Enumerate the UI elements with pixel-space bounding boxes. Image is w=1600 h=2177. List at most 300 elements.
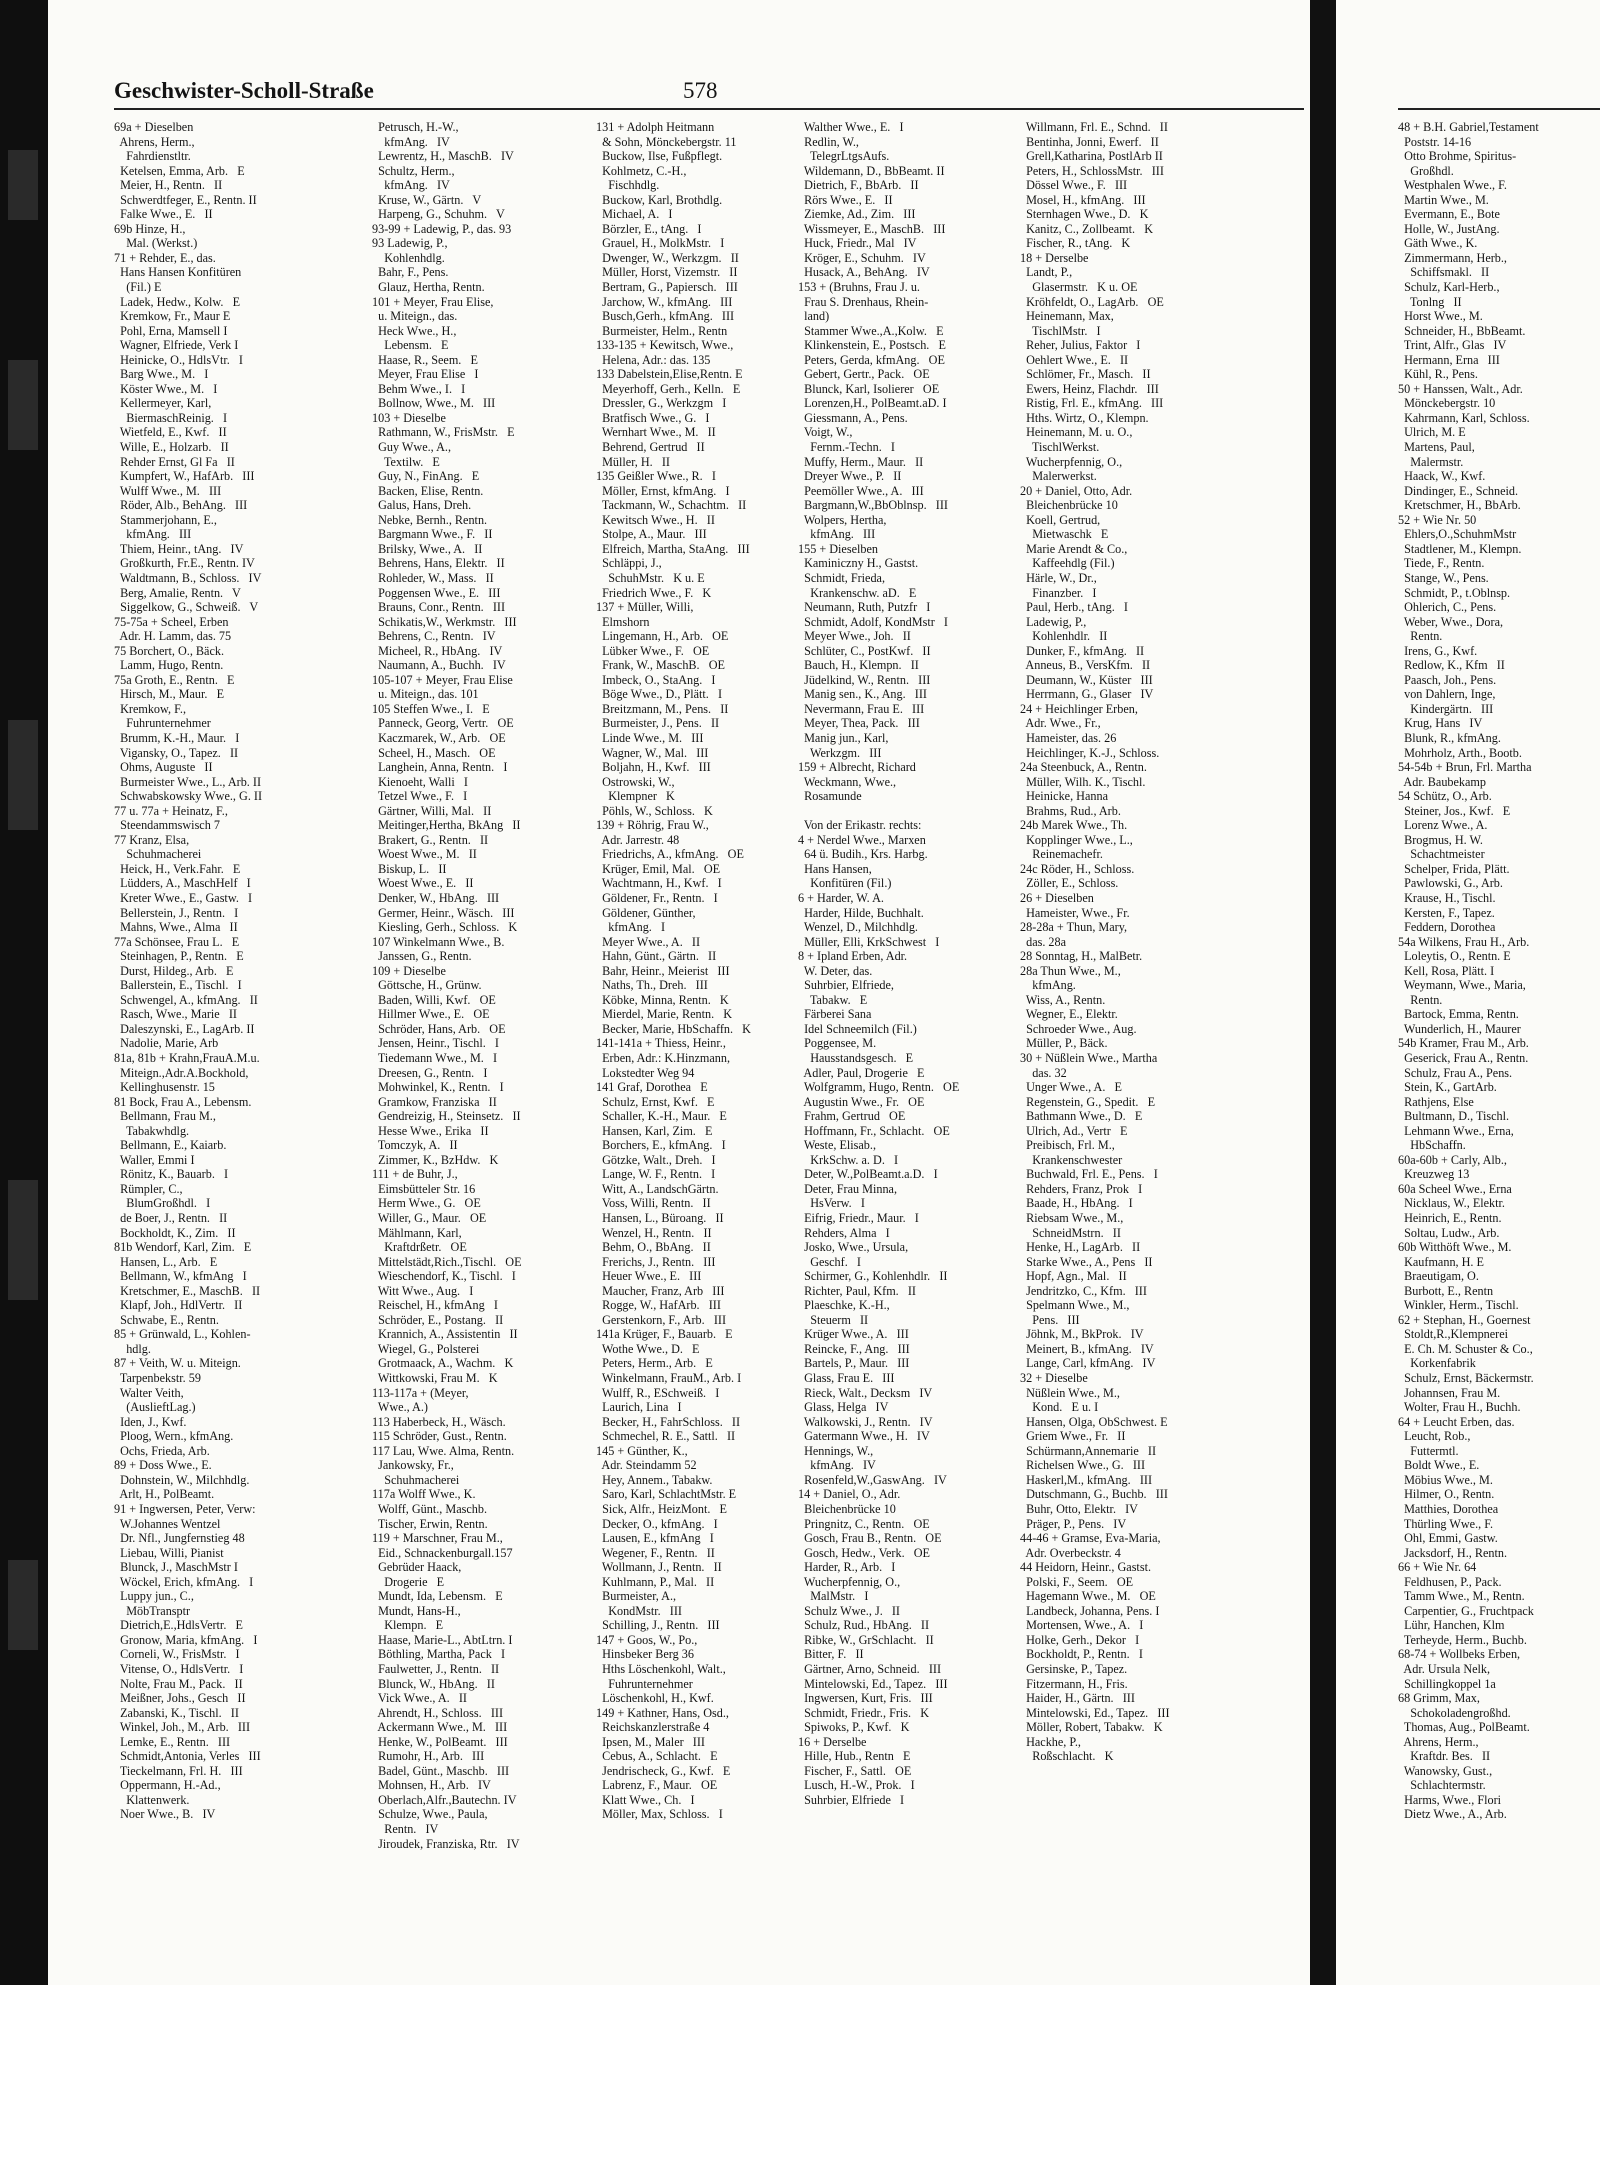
directory-entry-line: Haack, W., Kwf. xyxy=(1398,469,1486,484)
directory-entry-line: Guy Wwe., A., xyxy=(372,440,451,455)
directory-entry-line: Wernhart Wwe., M. II xyxy=(596,425,716,440)
directory-entry-line: Rentn. xyxy=(1398,629,1443,644)
directory-entry-line: Weste, Elisab., xyxy=(798,1138,876,1153)
directory-entry-line: Lewrentz, H., MaschB. IV xyxy=(372,149,514,164)
directory-entry-line: Göldener, Fr., Rentn. I xyxy=(596,890,718,905)
directory-entry-line: von Dahlern, Inge, xyxy=(1398,687,1496,702)
directory-entry-line: Schlachtermstr. xyxy=(1398,1778,1486,1793)
directory-entry-line: Mortensen, Wwe., A. I xyxy=(1020,1618,1144,1633)
directory-entry-line: Micheel, R., HbAng. IV xyxy=(372,643,503,658)
directory-entry-line: Hausstandsgesch. E xyxy=(798,1051,914,1065)
directory-entry-line: Rosenfeld,W.,GaswAng. IV xyxy=(798,1472,947,1487)
directory-entry-line: Walter Veith, xyxy=(114,1385,184,1400)
header-rule xyxy=(114,108,1304,110)
directory-entry-line: Oehlert Wwe., E. II xyxy=(1020,352,1129,367)
directory-entry-line: Jiroudek, Franziska, Rtr. IV xyxy=(372,1836,520,1851)
directory-entry-line: Gosch, Hedw., Verk. OE xyxy=(798,1545,931,1560)
directory-entry-line: Glasermstr. K u. OE xyxy=(1020,280,1138,295)
directory-entry-line: 81a, 81b + Krahn,FrauA.M.u. xyxy=(114,1051,260,1065)
directory-entry-line: kfmAng. IV xyxy=(372,134,450,149)
directory-entry-line: Klempn. E xyxy=(372,1618,444,1633)
directory-entry-line: MöbTransptr xyxy=(114,1603,191,1618)
directory-entry-line: kfmAng. IV xyxy=(372,178,450,193)
directory-entry-line: 137 + Müller, Willi, xyxy=(596,600,694,615)
directory-entry-line: 30 + Nüßlein Wwe., Martha xyxy=(1020,1051,1158,1065)
directory-entry-line: (AuslieftLag.) xyxy=(114,1400,196,1415)
directory-entry-line: Brakert, G., Rentn. II xyxy=(372,832,489,847)
directory-entry-line: Kiesling, Gerh., Schloss. K xyxy=(372,920,518,935)
directory-entry-line: Heinrich, E., Rentn. xyxy=(1398,1211,1502,1226)
directory-entry-line: Schulz, Karl-Herb., xyxy=(1398,280,1500,295)
directory-entry-line: Polski, F., Seem. OE xyxy=(1020,1574,1134,1589)
directory-entry-line: SchuhMstr. K u. E xyxy=(596,570,705,585)
directory-entry-line: Baade, H., HbAng. I xyxy=(1020,1196,1133,1211)
directory-entry-line: Mittelstädt,Rich.,Tischl. OE xyxy=(372,1254,522,1269)
directory-entry-line: Fischhdlg. xyxy=(596,178,660,193)
directory-entry-line: Meyerhoff, Gerh., Kelln. E xyxy=(596,381,741,396)
directory-entry-line: Lamm, Hugo, Rentn. xyxy=(114,658,224,673)
directory-entry-line: Behrens, C., Rentn. IV xyxy=(372,629,496,644)
directory-entry-line: Drogerie E xyxy=(372,1574,445,1589)
directory-entry-line: Elfreich, Martha, StaAng. III xyxy=(596,541,750,556)
directory-entry-line: Neumann, Ruth, Putzfr I xyxy=(798,600,931,615)
directory-entry-line: Rieck, Walt., Decksm IV xyxy=(798,1385,933,1400)
directory-entry-line: Idel Schneemilch (Fil.) xyxy=(798,1021,917,1036)
directory-entry-line: 149 + Kathner, Hans, Osd., xyxy=(596,1705,729,1720)
directory-entry-line: Grauel, H., MolkMstr. I xyxy=(596,236,725,251)
directory-entry-line: kfmAng. IV xyxy=(798,1458,876,1473)
directory-entry-line: Krankenschwester xyxy=(1020,1152,1123,1167)
directory-entry-line: Kanitz, C., Zollbeamt. K xyxy=(1020,221,1154,236)
directory-entry-line: Mohrholz, Arth., Bootb. xyxy=(1398,745,1522,760)
directory-entry-line: Kremkow, Fr., Maur E xyxy=(114,309,231,324)
directory-entry-line: Reher, Julius, Faktor I xyxy=(1020,338,1141,353)
directory-entry-line: Schmidt, Frieda, xyxy=(798,570,885,585)
directory-entry-line: Mählmann, Karl, xyxy=(372,1225,462,1240)
directory-entry-line: Kellermeyer, Karl, xyxy=(114,396,212,411)
directory-entry-line: Schlüter, C., PostKwf. II xyxy=(798,643,931,658)
directory-entry-line: Winkler, Herm., Tischl. xyxy=(1398,1298,1519,1313)
directory-entry-line: Gramkow, Franziska II xyxy=(372,1094,497,1109)
directory-entry-line: Busch,Gerh., kfmAng. III xyxy=(596,309,735,324)
directory-entry-line: Deter, W.,PolBeamt.a.D. I xyxy=(798,1167,938,1182)
directory-entry-line: Bartels, P., Maur. III xyxy=(798,1356,910,1371)
directory-entry-line: Jendrischeck, G., Kwf. E xyxy=(596,1763,731,1778)
directory-entry-line: 60b Witthöft Wwe., M. xyxy=(1398,1240,1512,1255)
directory-entry-line: Lüdders, A., MaschHelf I xyxy=(114,876,251,891)
directory-entry-line: & Sohn, Mönckebergstr. 11 xyxy=(596,134,737,149)
directory-entry-line: Kaczmarek, W., Arb. OE xyxy=(372,730,506,745)
directory-entry-line: Denker, W., HbAng. III xyxy=(372,890,500,905)
directory-entry-line: Paasch, Joh., Pens. xyxy=(1398,672,1497,687)
directory-entry-line: Nolte, Frau M., Pack. II xyxy=(114,1676,243,1691)
directory-entry-line: hdlg. xyxy=(114,1341,151,1356)
directory-entry-line: Friedrich Wwe., F. K xyxy=(596,585,712,600)
directory-entry-line: TischlWerkst. xyxy=(1020,440,1100,455)
directory-entry-line: Bleichenbrücke 10 xyxy=(1020,498,1118,513)
directory-entry-line: Stoldt,R.,Klempnerei xyxy=(1398,1327,1509,1342)
directory-entry-line: Tarpenbekstr. 59 xyxy=(114,1371,201,1386)
directory-entry-line: Burbott, E., Rentn xyxy=(1398,1283,1494,1298)
directory-entry-line: Glass, Frau E. III xyxy=(798,1371,895,1386)
directory-entry-line: Fernm.-Techn. I xyxy=(798,440,895,455)
directory-entry-line: Winkel, Joh., M., Arb. III xyxy=(114,1720,251,1735)
directory-entry-line: Gerstenkorn, F., Arb. III xyxy=(596,1312,727,1327)
directory-entry-line: Korkenfabrik xyxy=(1398,1356,1476,1371)
directory-entry-line: Klinkenstein, E., Postsch. E xyxy=(798,338,946,353)
directory-entry-line: Suhrbier, Elfriede I xyxy=(798,1792,905,1807)
directory-entry-line: Kewitsch Wwe., H. II xyxy=(596,512,715,527)
directory-entry-line: 4 + Nerdel Wwe., Marxen xyxy=(798,832,926,847)
directory-entry-line: Voss, Willi, Rentn. II xyxy=(596,1196,711,1211)
directory-entry-line: Steuerm II xyxy=(798,1312,869,1327)
directory-entry-line: Poggensee, M. xyxy=(798,1036,877,1051)
directory-entry-line: Woest Wwe., E. II xyxy=(372,876,474,891)
directory-entry-line: Ahrendt, H., Schloss. III xyxy=(372,1705,504,1720)
directory-entry-line: Landbeck, Johanna, Pens. I xyxy=(1020,1603,1160,1618)
directory-entry-line: Lange, Carl, kfmAng. IV xyxy=(1020,1356,1156,1371)
directory-entry-line: Schillingkoppel 1a xyxy=(1398,1676,1496,1691)
directory-entry-line: Matthies, Dorothea xyxy=(1398,1501,1499,1516)
directory-entry-line: Brumm, K.-H., Maur. I xyxy=(114,730,240,745)
directory-entry-line: Bartock, Emma, Rentn. xyxy=(1398,1007,1519,1022)
directory-entry-line: Scheel, H., Masch. OE xyxy=(372,745,496,760)
directory-entry-line: Kreuzweg 13 xyxy=(1398,1167,1470,1182)
directory-entry-line: Roßschlacht. K xyxy=(1020,1749,1114,1764)
directory-entry-line: 75 Borchert, O., Bäck. xyxy=(114,643,224,658)
directory-entry-line: kfmAng. I xyxy=(596,920,666,935)
directory-entry-line: Plaeschke, K.-H., xyxy=(798,1298,890,1313)
directory-entry-line: 133-135 + Kewitsch, Wwe., xyxy=(596,338,734,353)
directory-entry-line: Schmidt, Friedr., Fris. K xyxy=(798,1705,930,1720)
directory-entry-line: Landt, P., xyxy=(1020,265,1073,280)
directory-entry-line: Walther Wwe., E. I xyxy=(798,120,904,134)
directory-entry-line: Blunck, W., HbAng. II xyxy=(372,1676,495,1691)
directory-entry-line: Gäth Wwe., K. xyxy=(1398,236,1478,251)
directory-entry-line: Bauch, H., Klempn. II xyxy=(798,658,919,673)
directory-entry-line: Ingwersen, Kurt, Fris. III xyxy=(798,1691,933,1706)
directory-entry-line: 81b Wendorf, Karl, Zim. E xyxy=(114,1240,252,1255)
directory-entry-line: Poggensen Wwe., E. III xyxy=(372,585,501,600)
directory-entry-line: Schwabskowsky Wwe., G. II xyxy=(114,789,263,804)
directory-entry-line: Schaller, K.-H., Maur. E xyxy=(596,1109,727,1124)
directory-entry-line: Hirsch, M., Maur. E xyxy=(114,687,225,702)
directory-entry-line: Wegner, E., Elektr. xyxy=(1020,1007,1118,1022)
directory-entry-line: Maucher, Franz, Arb III xyxy=(596,1283,725,1298)
spine-label-block xyxy=(8,360,38,450)
directory-entry-line: Rentn. IV xyxy=(372,1821,439,1836)
directory-entry-line: Steinhagen, P., Rentn. E xyxy=(114,949,244,964)
directory-entry-line: Schwerdtfeger, E., Rentn. II xyxy=(114,192,257,207)
directory-entry-line: Henke, H., LagArb. II xyxy=(1020,1240,1141,1255)
directory-entry-line: Kond. E u. I xyxy=(1020,1400,1099,1415)
directory-entry-line: Giessmann, A., Pens. xyxy=(798,410,908,425)
directory-entry-line: 60a-60b + Carly, Alb., xyxy=(1398,1152,1507,1167)
directory-entry-line: Wunderlich, H., Maurer xyxy=(1398,1021,1521,1036)
directory-entry-line: Leucht, Rob., xyxy=(1398,1429,1471,1444)
directory-entry-line: 69b Hinze, H., xyxy=(114,221,186,236)
directory-entry-line: 131 + Adolph Heitmann xyxy=(596,120,715,134)
directory-entry-line: Blunk, R., kfmAng. xyxy=(1398,730,1501,745)
directory-entry-line: Frank, W., MaschB. OE xyxy=(596,658,725,673)
directory-entry-line: Manig sen., K., Ang. III xyxy=(798,687,927,702)
directory-entry-line: Vigansky, O., Tapez. II xyxy=(114,745,239,760)
directory-entry-line: Klempner K xyxy=(596,789,675,804)
directory-entry-line: Haider, H., Gärtn. III xyxy=(1020,1691,1135,1706)
directory-entry-line: Kopplinger Wwe., L., xyxy=(1020,832,1133,847)
directory-entry-line: Breitzmann, M., Pens. II xyxy=(596,701,729,716)
directory-entry-line: Stammerjohann, E., xyxy=(114,512,217,527)
directory-entry-line: Hoffmann, Fr., Schlacht. OE xyxy=(798,1123,950,1138)
directory-entry-line: Götzke, Walt., Dreh. I xyxy=(596,1152,716,1167)
directory-entry-line: Hackhe, P., xyxy=(1020,1734,1081,1749)
listing-column-facing xyxy=(1398,120,1600,1980)
directory-entry-line: Mundt, Hans-H., xyxy=(372,1603,461,1618)
directory-entry-line: 44-46 + Gramse, Eva-Maria, xyxy=(1020,1531,1161,1546)
directory-entry-line: 101 + Meyer, Frau Elise, xyxy=(372,294,494,309)
directory-entry-line: Brahms, Rud., Arb. xyxy=(1020,803,1121,818)
directory-entry-line: Decker, O., kfmAng. I xyxy=(596,1516,718,1531)
directory-entry-line: Futtermtl. xyxy=(1398,1443,1459,1458)
directory-entry-line: Finanzber. I xyxy=(1020,585,1097,600)
directory-entry-line: Meyer Wwe., Joh. II xyxy=(798,629,911,644)
directory-entry-line: Schmidt, P., t.Oblnsp. xyxy=(1398,585,1511,600)
directory-entry-line: Jöhnk, M., BkProk. IV xyxy=(1020,1327,1144,1342)
directory-entry-line: Mönckebergstr. 10 xyxy=(1398,396,1496,411)
directory-entry-line: 54-54b + Brun, Frl. Martha xyxy=(1398,760,1532,775)
directory-entry-line: Liebau, Willi, Pianist xyxy=(114,1545,224,1560)
directory-entry-line: Reichskanzlerstraße 4 xyxy=(596,1720,710,1735)
directory-entry-line: Schuhmacherei xyxy=(372,1472,460,1487)
directory-entry-line: Labrenz, F., Maur. OE xyxy=(596,1778,718,1793)
directory-entry-line: Lemke, E., Rentn. III xyxy=(114,1734,231,1749)
directory-entry-line: Wille, E., Holzarb. II xyxy=(114,440,229,455)
directory-entry-line: Hths. Wirtz, O., Klempn. xyxy=(1020,410,1149,425)
directory-entry-line: Lübker Wwe., F. OE xyxy=(596,643,710,658)
directory-entry-line: 77 Kranz, Elsa, xyxy=(114,832,190,847)
directory-entry-line: 24 + Heichlinger Erben, xyxy=(1020,701,1138,716)
directory-entry-line: Wenzel, D., Milchhdlg. xyxy=(798,920,918,935)
directory-entry-line: Haskerl,M., kfmAng. III xyxy=(1020,1472,1153,1487)
directory-entry-line: Pöhls, W., Schloss. K xyxy=(596,803,713,818)
directory-entry-line: Hansen, L., Büroang. II xyxy=(596,1211,724,1226)
directory-entry-line: Ribke, W., GrSchlacht. II xyxy=(798,1632,934,1647)
directory-entry-line: u. Miteign., das. xyxy=(372,309,458,324)
directory-entry-line: Meyer Wwe., A. II xyxy=(596,934,701,949)
directory-entry-line: Tamm Wwe., M., Rentn. xyxy=(1398,1589,1525,1604)
directory-entry-line: Ewers, Heinz, Flachdr. III xyxy=(1020,381,1159,396)
directory-entry-line: Bollnow, Wwe., M. III xyxy=(372,396,496,411)
directory-entry-line: Zabanski, K., Tischl. II xyxy=(114,1705,239,1720)
directory-entry-line: Vitense, O., HdlsVertr. I xyxy=(114,1661,244,1676)
directory-entry-line: Rörs Wwe., E. II xyxy=(798,192,893,207)
directory-entry-line: Tonlng II xyxy=(1398,294,1462,309)
directory-entry-line: Hopf, Agn., Mal. II xyxy=(1020,1269,1127,1284)
directory-entry-line: Bellmann, E., Kaiarb. xyxy=(114,1138,227,1153)
directory-entry-line: Tieckelmann, Frl. H. III xyxy=(114,1763,243,1778)
directory-entry-line: Wwe., A.) xyxy=(372,1400,428,1415)
directory-entry-line: Holke, Gerh., Dekor I xyxy=(1020,1632,1140,1647)
directory-entry-line: 119 + Marschner, Frau M., xyxy=(372,1531,503,1546)
directory-entry-line: Hameister, das. 26 xyxy=(1020,730,1117,745)
directory-entry-line: Ehlers,O.,SchuhmMstr xyxy=(1398,527,1517,542)
directory-entry-line: Witt Wwe., Aug. I xyxy=(372,1283,474,1298)
directory-entry-line: Ohl, Emmi, Gastw. xyxy=(1398,1531,1498,1546)
directory-entry-line: Zimmermann, Herb., xyxy=(1398,250,1507,265)
directory-entry-line: Holle, W., JustAng. xyxy=(1398,221,1500,236)
directory-entry-line: de Boer, J., Rentn. II xyxy=(114,1211,228,1226)
directory-entry-line: Preibisch, Frl. M., xyxy=(1020,1138,1115,1153)
directory-entry-line: Jensen, Heinr., Tischl. I xyxy=(372,1036,499,1051)
directory-entry-line: Adr. Overbeckstr. 4 xyxy=(1020,1545,1121,1560)
directory-entry-line: Behrens, Hans, Elektr. II xyxy=(372,556,505,571)
directory-entry-line: Suhrbier, Elfriede, xyxy=(798,978,894,993)
directory-entry-line: Eimsbütteler Str. 16 xyxy=(372,1181,476,1196)
directory-entry-line: Augustin Wwe., Fr. OE xyxy=(798,1094,925,1109)
directory-entry-line: Terheyde, Herm., Buchb. xyxy=(1398,1632,1527,1647)
directory-entry-line: Hinsbeker Berg 36 xyxy=(596,1647,694,1662)
directory-entry-line: Wolter, Frau H., Buchh. xyxy=(1398,1400,1521,1415)
directory-entry-line: Mundt, Ida, Lebensm. E xyxy=(372,1589,503,1604)
directory-entry-line: Dressler, G., Werkzgm I xyxy=(596,396,727,411)
directory-entry-line: Wolpers, Hertha, xyxy=(798,512,887,527)
directory-entry-line: Lusch, H.-W., Prok. I xyxy=(798,1778,915,1793)
directory-entry-line: Harder, Hilde, Buchhalt. xyxy=(798,905,924,920)
directory-entry-line: Gebrüder Haack, xyxy=(372,1560,462,1575)
directory-entry-line: Regenstein, G., Spedit. E xyxy=(1020,1094,1156,1109)
directory-entry-line: Janssen, G., Rentn. xyxy=(372,949,472,964)
directory-entry-line: Lange, W. F., Rentn. I xyxy=(596,1167,716,1182)
directory-entry-line: 54a Wilkens, Frau H., Arb. xyxy=(1398,934,1530,949)
directory-entry-line: Ohms, Auguste II xyxy=(114,760,213,775)
directory-entry-line: Schürmann,Annemarie II xyxy=(1020,1443,1157,1458)
directory-entry-line: Fischer, R., tAng. K xyxy=(1020,236,1131,251)
directory-entry-line: 28a Thun Wwe., M., xyxy=(1020,963,1121,978)
directory-entry-line: Dindinger, E., Schneid. xyxy=(1398,483,1519,498)
scan-margin xyxy=(0,1985,1600,2177)
directory-entry-line: Fuhrunternehmer xyxy=(114,716,211,731)
directory-entry-line: Irens, G., Kwf. xyxy=(1398,643,1478,658)
directory-entry-line: Borchers, E., kfmAng. I xyxy=(596,1138,726,1153)
directory-entry-line: Herrmann, G., Glaser IV xyxy=(1020,687,1154,702)
directory-entry-line: Saro, Karl, SchlachtMstr. E xyxy=(596,1487,737,1502)
directory-entry-line: 159 + Albrecht, Richard xyxy=(798,760,916,775)
directory-entry-line: Wothe Wwe., D. E xyxy=(596,1341,700,1356)
directory-entry-line: Kersten, F., Tapez. xyxy=(1398,905,1495,920)
directory-entry-line: Bellmann, W., kfmAng I xyxy=(114,1269,247,1284)
directory-entry-line: Marie Arendt & Co., xyxy=(1020,541,1128,556)
directory-entry-line: 77a Schönsee, Frau L. E xyxy=(114,934,240,949)
directory-entry-line: Hths Löschenkohl, Walt., xyxy=(596,1661,726,1676)
directory-entry-line: Dietz Wwe., A., Arb. xyxy=(1398,1807,1507,1822)
directory-entry-line: Reischel, H., kfmAng I xyxy=(372,1298,498,1313)
directory-entry-line: Willer, G., Maur. OE xyxy=(372,1211,487,1226)
directory-entry-line: Müller, Wilh. K., Tischl. xyxy=(1020,774,1146,789)
directory-entry-line: Trint, Alfr., Glas IV xyxy=(1398,338,1507,353)
directory-entry-line: Heck Wwe., H., xyxy=(372,323,457,338)
directory-entry-line: Wucherpfennig, O., xyxy=(798,1574,901,1589)
directory-entry-line: Jüdelkind, W., Rentn. III xyxy=(798,672,931,687)
directory-entry-line: Willmann, Frl. E., Schnd. II xyxy=(1020,120,1168,134)
directory-entry-line: Mintelowski, Ed., Tapez. III xyxy=(798,1676,948,1691)
directory-entry-line: Reincke, F., Ang. III xyxy=(798,1341,910,1356)
directory-entry-line: Großkurth, Fr.E., Rentn. IV xyxy=(114,556,255,571)
directory-entry-line: 48 + B.H. Gabriel,Testament xyxy=(1398,120,1539,134)
directory-entry-line: Bellerstein, J., Rentn. I xyxy=(114,905,239,920)
directory-entry-line: Tiede, F., Rentn. xyxy=(1398,556,1485,571)
directory-entry-line: Wagner, W., Mal. III xyxy=(596,745,709,760)
directory-entry-line: Durst, Hildeg., Arb. E xyxy=(114,963,234,978)
directory-entry-line: 77 u. 77a + Heinatz, F., xyxy=(114,803,228,818)
directory-entry-line: Ploog, Wern., kfmAng. xyxy=(114,1429,234,1444)
directory-entry-line: Westphalen Wwe., F. xyxy=(1398,178,1507,193)
directory-entry-line: Wulff, R., ESchweiß. I xyxy=(596,1385,720,1400)
directory-entry-line: Brogmus, H. W. xyxy=(1398,832,1483,847)
directory-entry-line: Elmshorn xyxy=(596,614,650,629)
directory-entry-line: Oberlach,Alfr.,Bautechn. IV xyxy=(372,1792,517,1807)
directory-entry-line: kfmAng. III xyxy=(114,527,192,542)
directory-entry-line: Adr. Steindamm 52 xyxy=(596,1458,697,1473)
directory-entry-line: Panneck, Georg, Vertr. OE xyxy=(372,716,514,731)
directory-entry-line: Daleszynski, E., LagArb. II xyxy=(114,1021,255,1036)
directory-entry-line: 117a Wolff Wwe., K. xyxy=(372,1487,476,1502)
directory-entry-line: Ladek, Hedw., Kolw. E xyxy=(114,294,241,309)
directory-entry-line: Waller, Emmi I xyxy=(114,1152,195,1167)
directory-entry-line: Behm, O., BbAng. II xyxy=(596,1240,711,1255)
directory-entry-line: Otto Brohme, Spiritus- xyxy=(1398,149,1517,164)
directory-entry-line: Wolff, Günt., Maschb. xyxy=(372,1501,488,1516)
directory-entry-line: land) xyxy=(798,309,830,324)
directory-entry-line: Tabakw. E xyxy=(798,992,868,1007)
directory-entry-line: Wildemann, D., BbBeamt. II xyxy=(798,163,945,178)
directory-entry-line: Kröger, E., Schuhm. IV xyxy=(798,250,926,265)
directory-entry-line: Burmeister, A., xyxy=(596,1589,677,1604)
directory-entry-line: Langhein, Anna, Rentn. I xyxy=(372,760,508,775)
directory-entry-line: Schröder, Hans, Arb. OE xyxy=(372,1021,506,1036)
directory-entry-line: Imbeck, O., StaAng. I xyxy=(596,672,716,687)
directory-entry-line: Schulz, Ernst, Kwf. E xyxy=(596,1094,715,1109)
directory-entry-line: Hille, Hub., Rentn E xyxy=(798,1749,911,1764)
directory-entry-line: Poststr. 14-16 xyxy=(1398,134,1472,149)
directory-entry-line: HbSchaffn. xyxy=(1398,1138,1466,1153)
directory-entry-line: Ladewig, P., xyxy=(1020,614,1087,629)
directory-entry-line: Kumpfert, W., HafArb. III xyxy=(114,469,255,484)
directory-entry-line: Lebensm. E xyxy=(372,338,449,353)
directory-entry-line: Schirmer, G., Kohlenhdlr. II xyxy=(798,1269,948,1284)
directory-entry-line: Tabakwhdlg. xyxy=(114,1123,190,1138)
directory-entry-line: Hameister, Wwe., Fr. xyxy=(1020,905,1130,920)
listing-column-5 xyxy=(1020,120,1260,1980)
directory-entry-line: Pawlowski, G., Arb. xyxy=(1398,876,1503,891)
directory-entry-line: 6 + Harder, W. A. xyxy=(798,890,884,905)
directory-entry-line: Adr. Ursula Nelk, xyxy=(1398,1661,1491,1676)
directory-entry-line: Weber, Wwe., Dora, xyxy=(1398,614,1504,629)
directory-entry-line: Adr. Baubekamp xyxy=(1398,774,1487,789)
directory-entry-line: Adr. Jarrestr. 48 xyxy=(596,832,680,847)
directory-entry-line: Schneider, H., BbBeamt. xyxy=(1398,323,1526,338)
directory-entry-line: Falke Wwe., E. II xyxy=(114,207,213,222)
directory-entry-line: Mahns, Wwe., Alma II xyxy=(114,920,238,935)
directory-entry-line: Schwabe, E., Rentn. xyxy=(114,1312,219,1327)
directory-entry-line: u. Miteign., das. 101 xyxy=(372,687,479,702)
directory-entry-line: Michael, A. I xyxy=(596,207,673,222)
directory-entry-line: Heick, H., Verk.Fahr. E xyxy=(114,861,241,876)
directory-entry-line: Behm Wwe., I. I xyxy=(372,381,466,396)
directory-entry-line: 133 Dabelstein,Elise,Rentn. E xyxy=(596,367,743,382)
directory-entry-line: Zöller, E., Schloss. xyxy=(1020,876,1119,891)
directory-entry-line: Hagemann Wwe., M. OE xyxy=(1020,1589,1156,1604)
directory-entry-line: 68-74 + Wollbeks Erben, xyxy=(1398,1647,1521,1662)
